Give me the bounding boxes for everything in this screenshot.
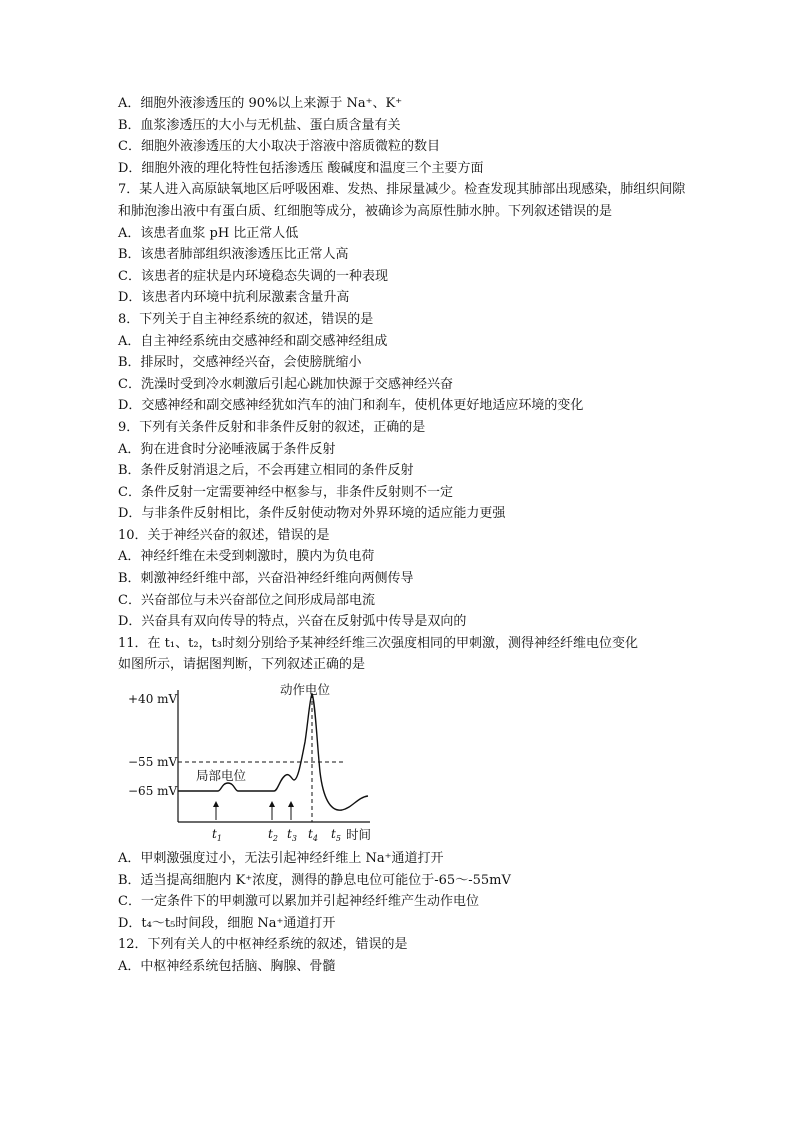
potential-curve xyxy=(178,694,368,810)
q11-option-b: B．适当提高细胞内 K⁺浓度，测得的静息电位可能位于-65～-55mV xyxy=(118,872,511,888)
time-label-t5: $t_5$ xyxy=(331,827,341,844)
exam-page xyxy=(118,93,688,978)
q7-option-b: B．该患者肺部组织液渗透压比正常人高 xyxy=(118,247,349,263)
time-label-t3: $t_3$ xyxy=(287,827,297,844)
q7-stem: 7．某人进入高原缺氧地区后呼吸困难、发热、排尿量减少。检查发现其肺部出现感染，肺组织间隙和肺泡渗出液中有蛋白质、红细胞等成分，被确诊为高原性肺水肿。下列叙述错误的是 xyxy=(118,182,686,219)
q9-stem: 9．下列有关条件反射和非条件反射的叙述，正确的是 xyxy=(118,419,426,435)
q12-stem: 12．下列有关人的中枢神经系统的叙述，错误的是 xyxy=(118,937,408,953)
q8-option-d: D．交感神经和副交感神经犹如汽车的油门和刹车，使机体更好地适应环境的变化 xyxy=(118,398,584,414)
q7-option-a: A．该患者血浆 pH 比正常人低 xyxy=(118,225,299,241)
q9-option-b: B．条件反射消退之后，不会再建立相同的条件反射 xyxy=(118,463,414,479)
y-label-plus40: +40 mV xyxy=(128,692,178,707)
question-11 xyxy=(118,633,688,935)
q6-options xyxy=(118,93,688,179)
y-label-minus55: −55 mV xyxy=(128,755,178,770)
q9-option-a: A．狗在进食时分泌唾液属于条件反射 xyxy=(118,441,336,457)
time-label-t4: $t_4$ xyxy=(308,827,318,844)
q8-option-a: A．自主神经系统由交感神经和副交感神经组成 xyxy=(118,333,388,349)
q10-stem: 10．关于神经兴奋的叙述，错误的是 xyxy=(118,527,330,543)
action-potential-label: 动作电位 xyxy=(280,682,331,698)
local-potential-label: 局部电位 xyxy=(196,768,247,784)
q8-option-c: C．洗澡时受到冷水刺激后引起心跳加快源于交感神经兴奋 xyxy=(118,376,453,392)
q6-option-d: D．细胞外液的理化特性包括渗透压 酸碱度和温度三个主要方面 xyxy=(118,160,484,176)
q6-option-c: C．细胞外液渗透压的大小取决于溶液中溶质微粒的数目 xyxy=(118,139,440,155)
q11-option-c: C．一定条件下的甲刺激可以累加并引起神经纤维产生动作电位 xyxy=(118,894,479,910)
x-axis-label: 时间 xyxy=(346,827,372,843)
q9-option-c: C．条件反射一定需要神经中枢参与，非条件反射则不一定 xyxy=(118,484,453,500)
question-7 xyxy=(118,179,688,309)
q7-option-d: D．该患者内环境中抗利尿激素含量升高 xyxy=(118,290,350,306)
q11-option-d: D．t₄～t₅时间段，细胞 Na⁺通道打开 xyxy=(118,915,336,931)
q7-option-c: C．该患者的症状是内环境稳态失调的一种表现 xyxy=(118,268,388,284)
q11-stem-line2: 如图所示，请据图判断，下列叙述正确的是 xyxy=(118,657,366,673)
q10-option-d: D．兴奋具有双向传导的特点，兴奋在反射弧中传导是双向的 xyxy=(118,614,467,630)
q11-stem-line1: 11．在 t₁、t₂，t₃时刻分别给予某神经纤维三次强度相同的甲刺激，测得神经纤维电位变化 xyxy=(118,635,638,651)
q8-stem: 8．下列关于自主神经系统的叙述，错误的是 xyxy=(118,311,374,327)
question-8 xyxy=(118,309,688,417)
q6-option-a: A．细胞外液渗透压的 90%以上来源于 Na⁺、K⁺ xyxy=(118,96,403,111)
question-12 xyxy=(118,934,688,977)
membrane-potential-graph xyxy=(118,682,380,844)
question-9 xyxy=(118,417,688,525)
time-label-t1: $t_1$ xyxy=(212,827,222,844)
y-label-minus65: −65 mV xyxy=(128,784,178,799)
q10-option-a: A．神经纤维在未受到刺激时，膜内为负电荷 xyxy=(118,549,375,565)
q6-option-b: B．血浆渗透压的大小与无机盐、蛋白质含量有关 xyxy=(118,117,401,133)
question-10 xyxy=(118,525,688,633)
q8-option-b: B．排尿时，交感神经兴奋，会使膀胱缩小 xyxy=(118,355,362,371)
q9-option-d: D．与非条件反射相比，条件反射使动物对外界环境的适应能力更强 xyxy=(118,506,506,522)
time-label-t2: $t_2$ xyxy=(268,827,278,844)
q11-option-a: A．甲刺激强度过小，无法引起神经纤维上 Na⁺通道打开 xyxy=(118,851,444,867)
q12-option-a: A．中枢神经系统包括脑、胸腺、骨髓 xyxy=(118,959,336,974)
membrane-potential-figure xyxy=(118,682,380,844)
q10-option-c: C．兴奋部位与未兴奋部位之间形成局部电流 xyxy=(118,592,375,608)
q10-option-b: B．刺激神经纤维中部，兴奋沿神经纤维向两侧传导 xyxy=(118,571,414,587)
